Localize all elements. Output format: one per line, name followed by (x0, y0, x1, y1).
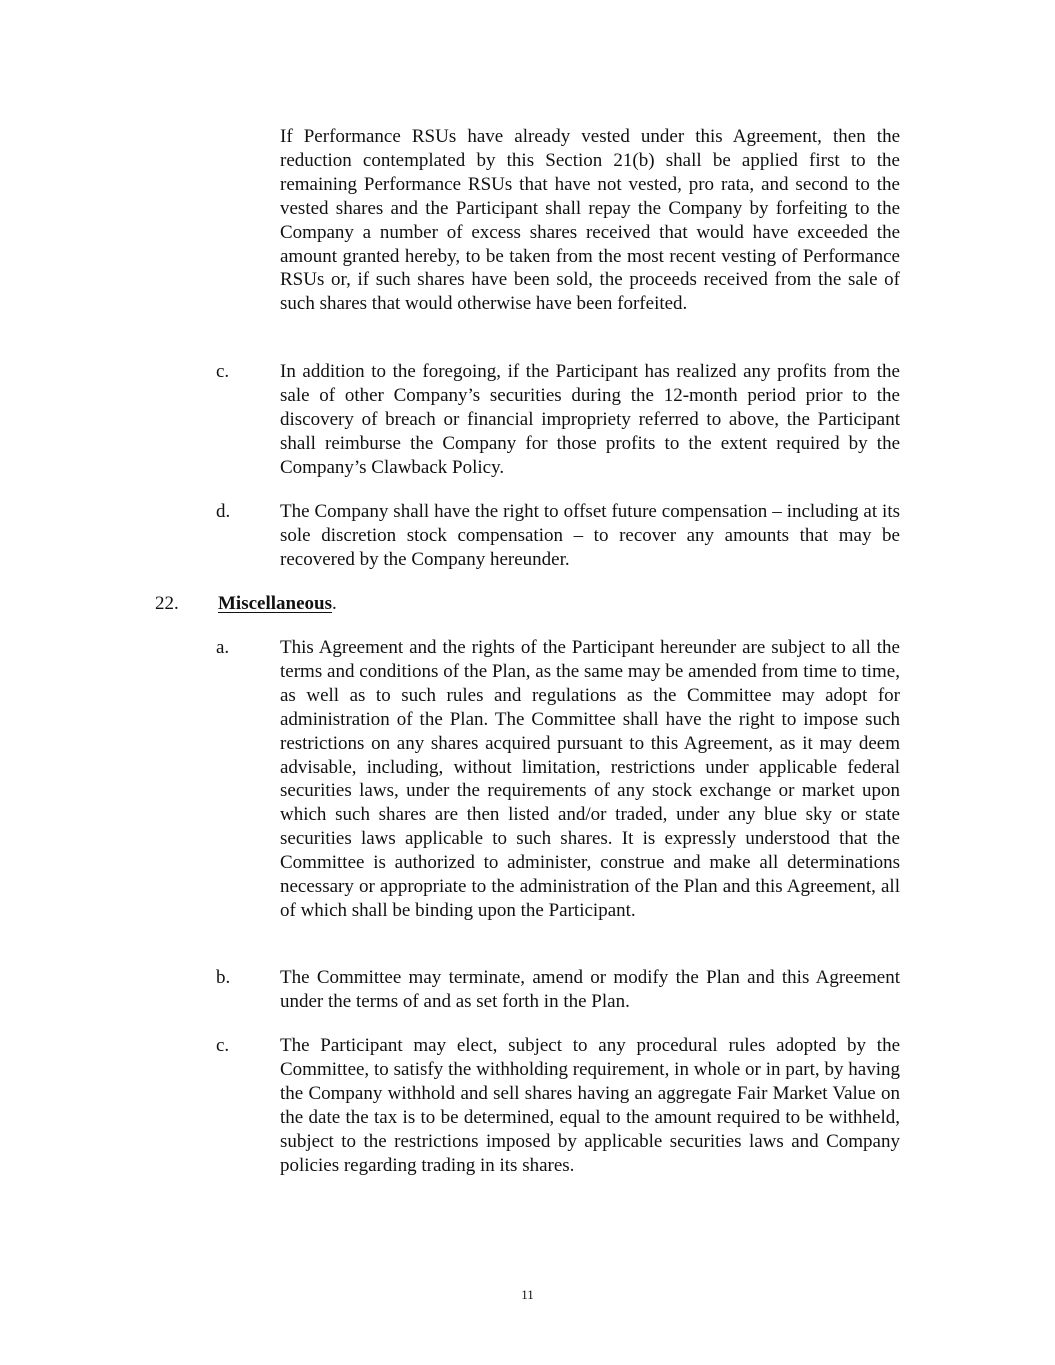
list-item-text: The Company shall have the right to offset future compensation – including at its sole discretion stock compensation – to recover any amounts that may be recovered by the Company hereunder. (280, 501, 900, 570)
section-title-suffix: . (332, 593, 337, 614)
list-item-text: This Agreement and the rights of the Participant hereunder are subject to all the terms and conditions of the Plan, as the same may be amended from time to time, as well as to such rules and regulations as the Committee may adopt for administration of the Plan. The Committee shall have the right to impose such restrictions on any shares acquired pursuant to this Agreement, as it may deem advisable, including, without limitation, restrictions under applicable federal securities laws, under the requirements of any stock exchange or market upon which such shares are then listed and/or traded, under any blue sky or state securities laws applicable to such shares. It is expressly understood that the Committee is authorized to administer, construe and make all determinations necessary or appropriate to the administration of the Plan and this Agreement, all of which shall be binding upon the Participant. (280, 637, 900, 921)
list-item-text: The Committee may terminate, amend or modify the Plan and this Agreement under the terms of and as set forth in the Plan. (280, 967, 900, 1012)
list-marker: d. (216, 501, 231, 522)
list-item-text: In addition to the foregoing, if the Participant has realized any profits from the sale of other Company’s securities during the 12-month period prior to the discovery of breach or financial impropriety referred to above, the Participant shall reimburse the Company for those profits to the extent required by the Company’s Clawback Policy. (280, 361, 900, 478)
list-marker: c. (216, 1035, 230, 1056)
list-marker: a. (216, 637, 230, 658)
section-number: 22. (155, 593, 179, 614)
page-number: 11 (521, 1287, 534, 1302)
continuation-paragraph: If Performance RSUs have already vested under this Agreement, then the reduction contemplated by this Section 21(b) shall be applied first to the remaining Performance RSUs that have not vested, pro rata, and second to the vested shares and the Participant shall repay the Company by forfeiting to the Company a number of excess shares received that would have exceeded the amount granted hereby, to be taken from the most recent vesting of Performance RSUs or, if such shares have been sold, the proceeds received from the sale of such shares that would otherwise have been forfeited. (280, 126, 900, 315)
list-marker: c. (216, 361, 230, 382)
list-marker: b. (216, 967, 231, 988)
list-item-text: The Participant may elect, subject to any procedural rules adopted by the Committee, to satisfy the withholding requirement, in whole or in part, by having the Company withhold and sell shares having an aggregate Fair Market Value on the date the tax is to be determined, equal to the amount required to be withheld, subject to the restrictions imposed by applicable securities laws and Company policies regarding trading in its shares. (280, 1035, 900, 1176)
section-heading (218, 592, 337, 616)
section-title: Miscellaneous (218, 593, 332, 614)
